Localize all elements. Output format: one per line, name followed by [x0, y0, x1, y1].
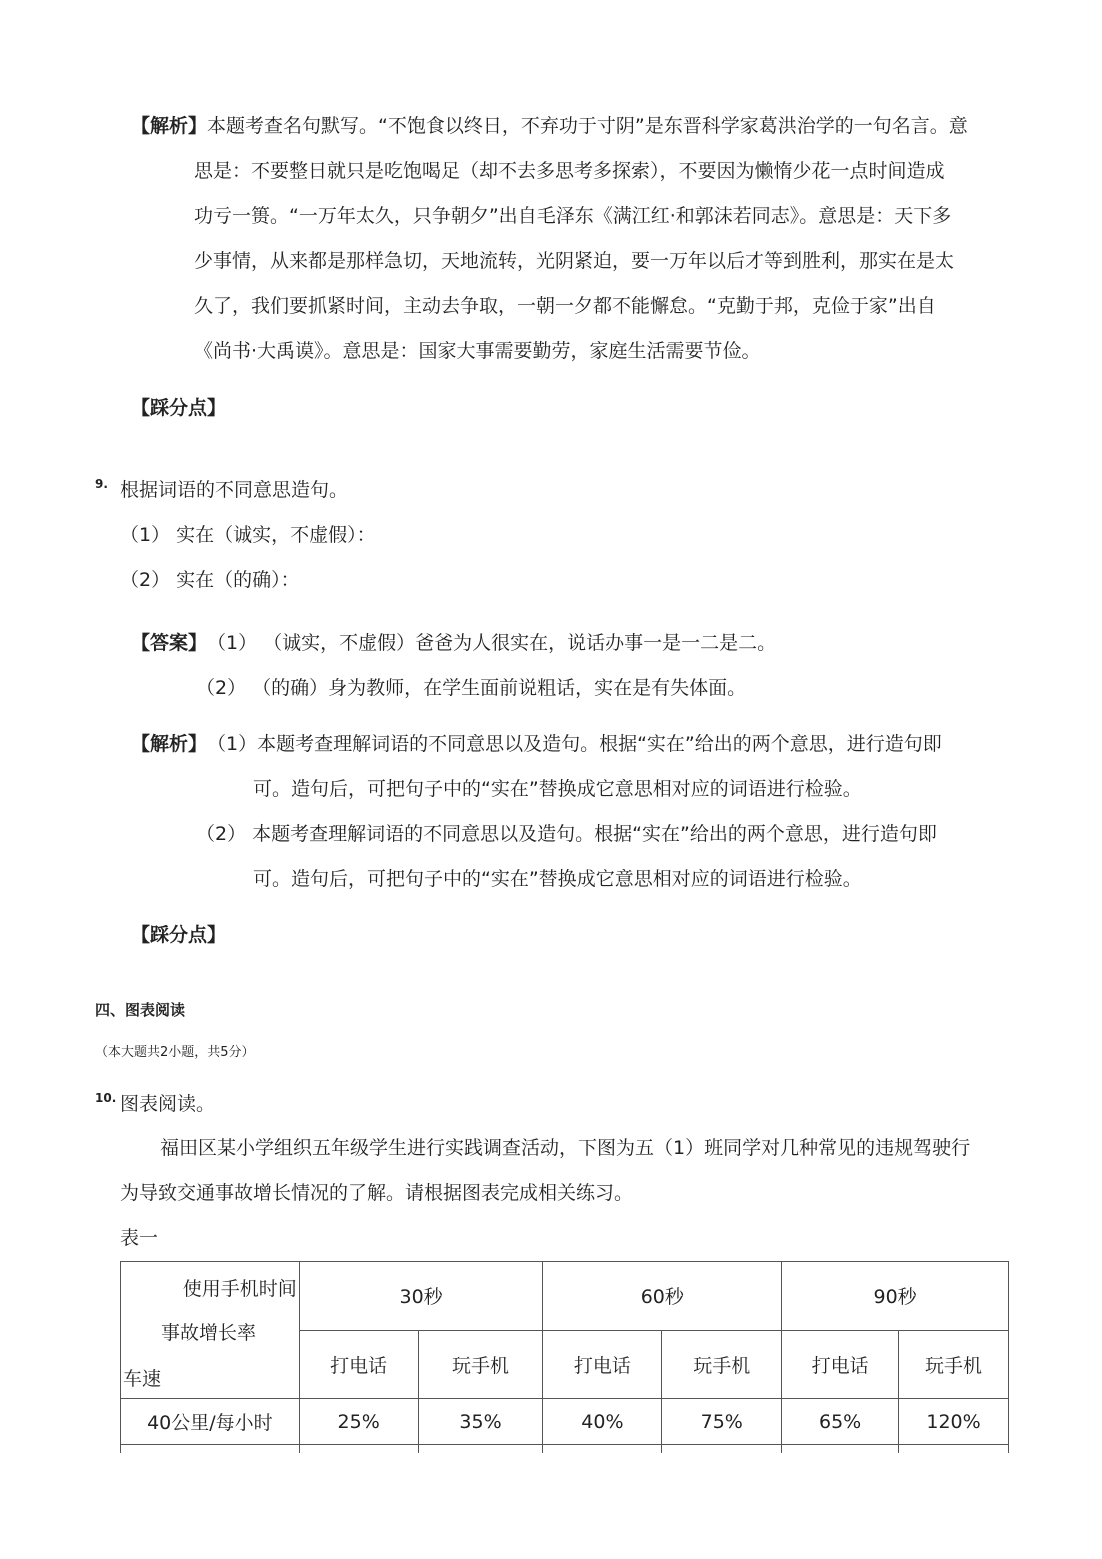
q8-points-label: 【踩分点】	[131, 397, 227, 419]
table-row-cut	[121, 1445, 1009, 1453]
q9-points-label: 【踩分点】	[131, 924, 227, 946]
corner-phone-time-label: 使用手机时间	[182, 1278, 297, 1300]
q9-stem: 根据词语的不同意思造句。	[120, 479, 349, 501]
row1-value: 75%	[662, 1399, 782, 1445]
accident-rate-table	[120, 1261, 1009, 1453]
q10-number: 10.	[95, 1091, 117, 1105]
corner-speed-label: 车速	[123, 1368, 162, 1390]
q9-analysis-label: 【解析】	[131, 733, 208, 755]
table-row	[121, 1399, 1009, 1445]
row1-value: 120%	[899, 1399, 1009, 1445]
q9-number: 9.	[95, 477, 108, 491]
row1-value: 65%	[782, 1399, 899, 1445]
table-corner-cell	[121, 1262, 300, 1399]
q8-analysis-line-5: 久了，我们要抓紧时间，主动去争取，一朝一夕都不能懈怠。“克勤于邦，克俭于家”出自	[194, 295, 936, 317]
sub-play-90: 玩手机	[899, 1330, 1009, 1399]
q9-answer-1: （1） （诚实，不虚假）爸爸为人很实在，说话办事一是一二是二。	[207, 632, 777, 654]
q9-analysis-1a: （1）本题考查理解词语的不同意思以及造句。根据“实在”给出的两个意思，进行造句即	[207, 733, 942, 755]
header-90s: 90秒	[782, 1262, 1009, 1331]
sub-call-60: 打电话	[543, 1330, 662, 1399]
q10-paragraph-line-2: 为导致交通事故增长情况的了解。请根据图表完成相关练习。	[120, 1182, 634, 1204]
q9-item-1: （1） 实在（诚实，不虚假）：	[120, 524, 376, 546]
q8-analysis-line-6: 《尚书·大禹谟》。意思是：国家大事需要勤劳，家庭生活需要节俭。	[194, 340, 761, 362]
sub-play-30: 玩手机	[418, 1330, 543, 1399]
header-60s: 60秒	[543, 1262, 782, 1331]
q8-analysis-line-1: 本题考查名句默写。“不饱食以终日，不弃功于寸阴”是东晋科学家葛洪治学的一句名言。意	[207, 115, 968, 137]
q10-stem: 图表阅读。	[120, 1093, 216, 1115]
row1-value: 35%	[418, 1399, 543, 1445]
q8-analysis-line-4: 少事情，从来都是那样急切，天地流转，光阴紧迫，要一万年以后才等到胜利，那实在是太	[194, 250, 955, 272]
q9-analysis-2b: 可。造句后，可把句子中的“实在”替换成它意思相对应的词语进行检验。	[253, 868, 862, 890]
q9-analysis-1b: 可。造句后，可把句子中的“实在”替换成它意思相对应的词语进行检验。	[253, 778, 862, 800]
q8-analysis-line-2: 思是：不要整日就只是吃饱喝足（却不去多思考多探索），不要因为懒惰少花一点时间造成	[194, 160, 945, 182]
row1-value: 25%	[299, 1399, 418, 1445]
table-label: 表一	[120, 1227, 159, 1249]
row1-speed: 40公里/每小时	[121, 1399, 300, 1445]
sub-play-60: 玩手机	[662, 1330, 782, 1399]
q8-analysis-line-3: 功亏一篑。“一万年太久，只争朝夕”出自毛泽东《满江红·和郭沫若同志》。意思是：天下多	[194, 205, 952, 227]
q10-paragraph-line-1: 福田区某小学组织五年级学生进行实践调查活动，下图为五（1）班同学对几种常见的违规驾驶行	[160, 1137, 971, 1159]
q9-item-2: （2） 实在（的确）：	[120, 569, 300, 591]
sub-call-30: 打电话	[299, 1330, 418, 1399]
header-30s: 30秒	[299, 1262, 543, 1331]
q9-answer-2: （2） （的确）身为教师，在学生面前说粗话，实在是有失体面。	[196, 677, 747, 699]
sub-call-90: 打电话	[782, 1330, 899, 1399]
q9-answer-label: 【答案】	[131, 632, 208, 654]
section-note: （本大题共2小题，共5分）	[95, 1045, 255, 1060]
section-title: 四、图表阅读	[95, 1001, 186, 1019]
row1-value: 40%	[543, 1399, 662, 1445]
q8-analysis-label: 【解析】	[131, 115, 208, 137]
corner-rate-label: 事故增长率	[161, 1322, 257, 1344]
q9-analysis-2a: （2） 本题考查理解词语的不同意思以及造句。根据“实在”给出的两个意思，进行造句即	[196, 823, 937, 845]
